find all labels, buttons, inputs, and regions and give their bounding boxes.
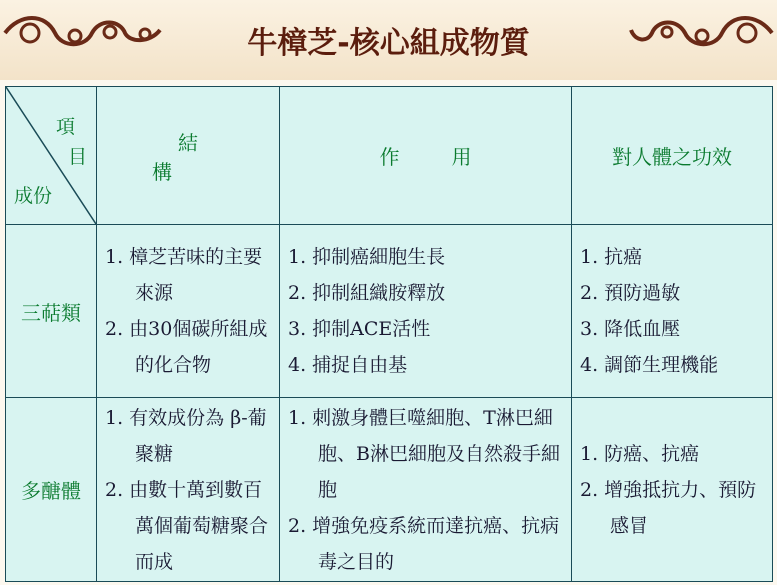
structure-cell [97,398,280,582]
list-item: 1. 有效成份為 β-葡聚糖 [105,406,267,465]
list-item: 2. 增強免疫系統而達抗癌、抗病毒之目的 [288,514,560,573]
table-row [6,225,773,398]
slide-header [0,0,777,80]
list-item: 2. 增強抵抗力、預防感冒 [580,478,757,537]
list-item: 1. 防癌、抗癌 [580,442,700,465]
table-header-row [6,87,773,225]
corner-label-item-2: 目 [68,146,88,168]
list-item: 1. 樟芝苦味的主要來源 [105,246,263,304]
effect-cell [280,398,572,582]
column-header-effect: 作用 [280,87,572,225]
list-item: 3. 抑制ACE活性 [288,318,431,340]
benefit-cell [572,225,773,398]
row-name-triterpenoids: 三萜類 [6,225,97,398]
page-title: 牛樟芝-核心組成物質 [247,26,530,61]
list-item: 1. 抗癌 [580,246,643,268]
list-item: 2. 由數十萬到數百萬個葡萄糖聚合而成 [105,478,269,573]
benefit-cell [572,398,773,582]
list-item: 3. 降低血壓 [580,318,681,340]
corner-label-component: 成份 [14,185,53,207]
column-header-benefit: 對人體之功效 [572,87,773,225]
list-item: 2. 由30個碳所組成的化合物 [105,318,268,376]
structure-cell [97,225,280,398]
corner-label-item: 項 [56,116,76,138]
row-name-polysaccharides: 多醣體 [6,398,97,582]
list-item: 2. 抑制組織胺釋放 [288,282,446,304]
list-item: 4. 調節生理機能 [580,354,719,376]
corner-cell [6,87,97,225]
list-item: 1. 刺激身體巨噬細胞、T淋巴細胞、B淋巴細胞及自然殺手細胞 [288,406,560,501]
list-item: 2. 預防過敏 [580,282,681,304]
list-item: 1. 抑制癌細胞生長 [288,246,446,268]
table-row [6,398,773,582]
effect-cell [280,225,572,398]
column-header-structure: 結構 [97,87,280,225]
scroll-ornament-icon [627,8,777,58]
components-table [5,86,773,582]
list-item: 4. 捕捉自由基 [288,354,408,376]
